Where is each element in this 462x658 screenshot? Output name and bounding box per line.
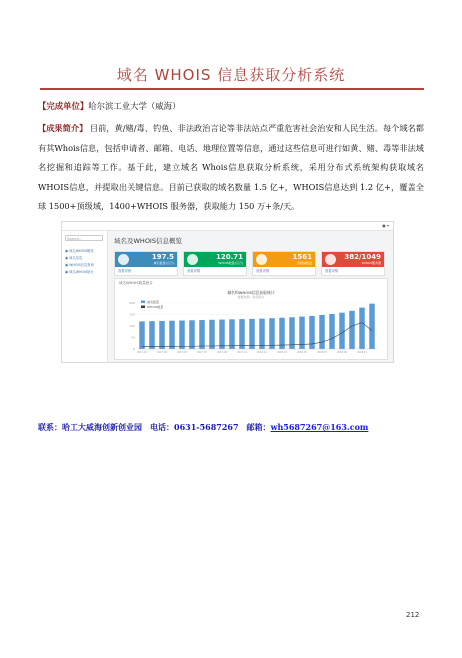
globe-icon [256, 254, 267, 265]
user-menu-icon[interactable]: ● ▾ [382, 223, 389, 228]
contact-line [38, 422, 368, 433]
stat-card-whois[interactable]: 120.71 WHOIS数量(百万) 查看详情 [183, 251, 247, 276]
x-tick-label: 2017-05 [177, 351, 187, 354]
x-tick-label: 2018-07 [317, 351, 327, 354]
sidebar-item-domain[interactable]: ▣ 域名信息 [65, 256, 83, 260]
y-tick-label: 150 [129, 312, 135, 317]
bar [229, 319, 235, 349]
bar [259, 319, 265, 349]
x-tick-label: 2018-09 [337, 351, 347, 354]
bar [239, 319, 245, 349]
bar [199, 320, 205, 349]
bar [269, 318, 275, 349]
y-tick-label: 200 [129, 301, 135, 305]
bar [279, 318, 285, 349]
unit-label: 【完成单位】 [38, 101, 89, 111]
intro-paragraph [38, 119, 424, 217]
sidebar-item-whois-query[interactable]: ▣ WHOIS信息查询 [65, 263, 94, 267]
bar [169, 321, 175, 349]
bar [219, 320, 225, 349]
contact-text: 联系：哈工大威海创新创业园 电话：0631-5687267 邮箱： [38, 422, 271, 432]
bar [359, 308, 365, 349]
x-tick-label: 2017-01 [137, 351, 147, 354]
bar [149, 321, 155, 349]
y-tick-label: 50 [131, 335, 135, 340]
x-tick-label: 2017-03 [157, 351, 167, 354]
x-tick-label: 2017-11 [237, 351, 247, 354]
y-tick-label: 100 [129, 324, 135, 328]
intro-label: 【成果简介】 [38, 123, 88, 133]
stat-card-domains[interactable]: 197.5 域名数量(百万) 查看详情 [114, 251, 178, 276]
bar [289, 317, 295, 349]
legend-swatch [141, 306, 145, 309]
sidebar [62, 231, 108, 362]
bar [139, 321, 145, 349]
bar-line-chart [115, 279, 387, 359]
page-number: 212 [406, 611, 420, 619]
x-tick-label: 2017-07 [197, 351, 207, 354]
y-tick-label: 0 [133, 347, 135, 351]
x-tick-label: 2018-03 [277, 351, 287, 354]
x-tick-label: 2018-05 [297, 351, 307, 354]
bar [319, 315, 325, 349]
stat-card-tld[interactable]: 1561 顶级域数量 查看详情 [252, 251, 316, 276]
chart-panel [114, 278, 388, 360]
chart-header: 域名WHOIS数量统计 [119, 281, 153, 285]
x-tick-label: 2018-01 [257, 351, 267, 354]
stat-card-servers[interactable]: 382/1049 WHOIS服务器 查看详情 [321, 251, 385, 276]
completion-unit [38, 100, 180, 112]
bar [329, 314, 335, 349]
document-icon [187, 254, 198, 265]
chart-title: 域名和WHOIS信息获取统计 [227, 290, 275, 295]
unit-value: 哈尔滨工业大学（威海） [88, 101, 181, 111]
x-tick-label: 2017-09 [217, 351, 227, 354]
title-rule [40, 88, 424, 90]
chart-subtitle: 数据来源：系统统计 [237, 295, 265, 299]
sidebar-item-stats[interactable]: ▣ 域名WHOIS统计 [65, 270, 94, 274]
database-icon [118, 254, 129, 265]
search-input[interactable]: Search... [65, 235, 103, 241]
bar [179, 320, 185, 349]
server-icon [325, 254, 336, 265]
bar [249, 319, 255, 349]
bar [159, 321, 165, 349]
card-footer-link[interactable]: 查看详情 [118, 269, 132, 273]
email-link[interactable]: wh5687267@163.com [270, 422, 369, 432]
page-title: 域名及WHOIS信息概览 [114, 237, 182, 245]
sidebar-item-overview[interactable]: ▣ 域名WHOIS概览 [65, 249, 94, 253]
bar [369, 304, 375, 349]
x-tick-label: 2018-11 [357, 351, 367, 354]
system-screenshot [61, 221, 394, 363]
intro-text: 目前，黄/赌/毒、钓鱼、非法政治言论等非法站点严重危害社会治安和人民生活。每个域名都有其Whois信息，包括申请者、邮箱、电话、地理位置等信息，通过这些信息可进行如黄、赌、毒等非法域名挖掘和追踪等工作。基于此，建立域名 Whois信息获取分析系统，采用分布式系统架构获取域名 WHOIS信息，并提取出关键信息。目前已获取的域名数量 1.5 亿+，WHOIS信息达到 1.2 亿+，覆盖全球 1500+顶级域，1400+WHOIS 服务器，获取能力 150 万+条/天。 [38, 123, 424, 211]
legend-label: WHOIS数量 [147, 305, 164, 309]
legend-label: 域名数量 [147, 300, 160, 304]
card-footer-link[interactable]: 查看详情 [325, 269, 339, 273]
document-title: 域名 WHOIS 信息获取分析系统 [116, 66, 346, 84]
card-footer-link[interactable]: 查看详情 [256, 269, 270, 273]
top-bar [62, 222, 393, 231]
bar [349, 311, 355, 349]
bar [189, 320, 195, 349]
legend-swatch [141, 301, 145, 304]
bar [339, 313, 345, 349]
card-footer-link[interactable]: 查看详情 [187, 269, 201, 273]
bar [209, 320, 215, 349]
